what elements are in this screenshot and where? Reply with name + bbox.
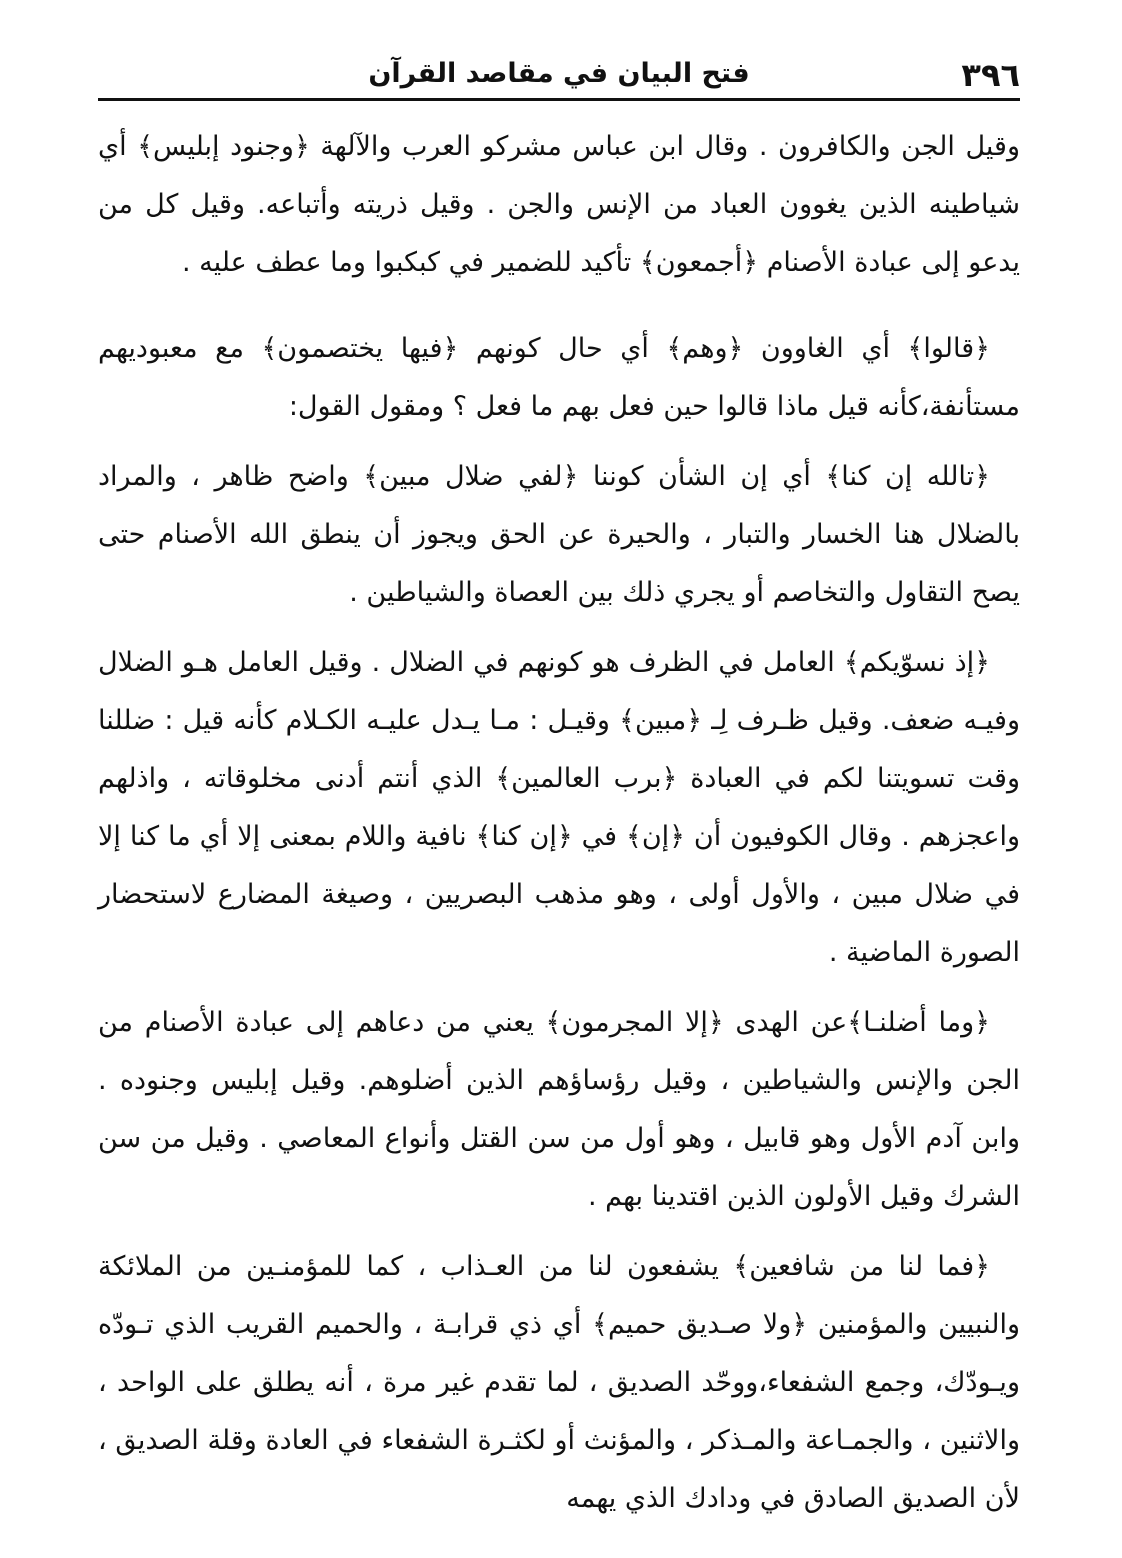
body-text — [98, 118, 1020, 1528]
paragraph: ﴿قالوا﴾ أي الغاوون ﴿وهم﴾ أي حال كونهم ﴿فيها يختصمون﴾ مع معبوديهم مستأنفة،كأنه قيل ماذا قالوا حين فعل بهم ما فعل ؟ ومقول القول: — [98, 333, 1020, 422]
paragraph: ﴿فما لنا من شافعين﴾ يشفعون لنا من العـذاب ، كما للمؤمنـين من الملائكة والنبيين والمؤمنين ﴿ولا صـديق حميم﴾ أي ذي قرابـة ، والحميم القريب الذي تـودّه ويـودّك، وجمع الشفعاء،ووحّد الصديق ، لما تقدم غير مرة ، أنه يطلق على الواحد ، والاثنين ، والجمـاعة والمـذكر ، والمؤنث أو لكثـرة الشفعاء في العادة وقلة الصديق ، لأن الصديق الصادق في ودادك الذي يهمه — [98, 1251, 1020, 1514]
page-number: ٣٩٦ — [961, 56, 1020, 94]
page-header — [98, 52, 1020, 96]
running-title: فتح البيان في مقاصد القرآن — [368, 58, 750, 89]
paragraph: وقيل الجن والكافرون . وقال ابن عباس مشركو العرب والآلهة ﴿وجنود إبليس﴾ أي شياطينه الذين يغوون العباد من الإنس والجن . وقيل ذريته وأتباعه. وقيل كل من يدعو إلى عبادة الأصنام ﴿أجمعون﴾ تأكيد للضمير في كبكبوا وما عطف عليه . — [98, 131, 1020, 278]
header-rule — [98, 98, 1020, 101]
paragraph: ﴿تالله إن كنا﴾ أي إن الشأن كوننا ﴿لفي ضلال مبين﴾ واضح ظاهر ، والمراد بالضلال هنا الخسار والتبار ، والحيرة عن الحق ويجوز أن ينطق الله الأصنام حتى يصح التقاول والتخاصم أو يجري ذلك بين العصاة والشياطين . — [98, 461, 1020, 608]
paragraph: ﴿وما أضلنـا﴾عن الهدى ﴿إلا المجرمون﴾ يعني من دعاهم إلى عبادة الأصنام من الجن والإنس والشياطين ، وقيل رؤساؤهم الذين أضلوهم. وقيل إبليس وجنوده . وابن آدم الأول وهو قابيل ، وهو أول من سن القتل وأنواع المعاصي . وقيل من سن الشرك وقيل الأولون الذين اقتدينا بهم . — [98, 1007, 1020, 1212]
paragraph: ﴿إذ نسوّيكم﴾ العامل في الظرف هو كونهم في الضلال . وقيل العامل هـو الضلال وفيـه ضعف. وقيل ظـرف لِـ ﴿مبين﴾ وقيـل : مـا يـدل عليـه الكـلام كأنه قيل : ضللنا وقت تسويتنا لكم في العبادة ﴿برب العالمين﴾ الذي أنتم أدنى مخلوقاته ، واذلهم واعجزهم . وقال الكوفيون أن ﴿إن﴾ في ﴿إن كنا﴾ نافية واللام بمعنى إلا أي ما كنا إلا في ضلال مبين ، والأول أولى ، وهو مذهب البصريين ، وصيغة المضارع لاستحضار الصورة الماضية . — [98, 647, 1020, 968]
